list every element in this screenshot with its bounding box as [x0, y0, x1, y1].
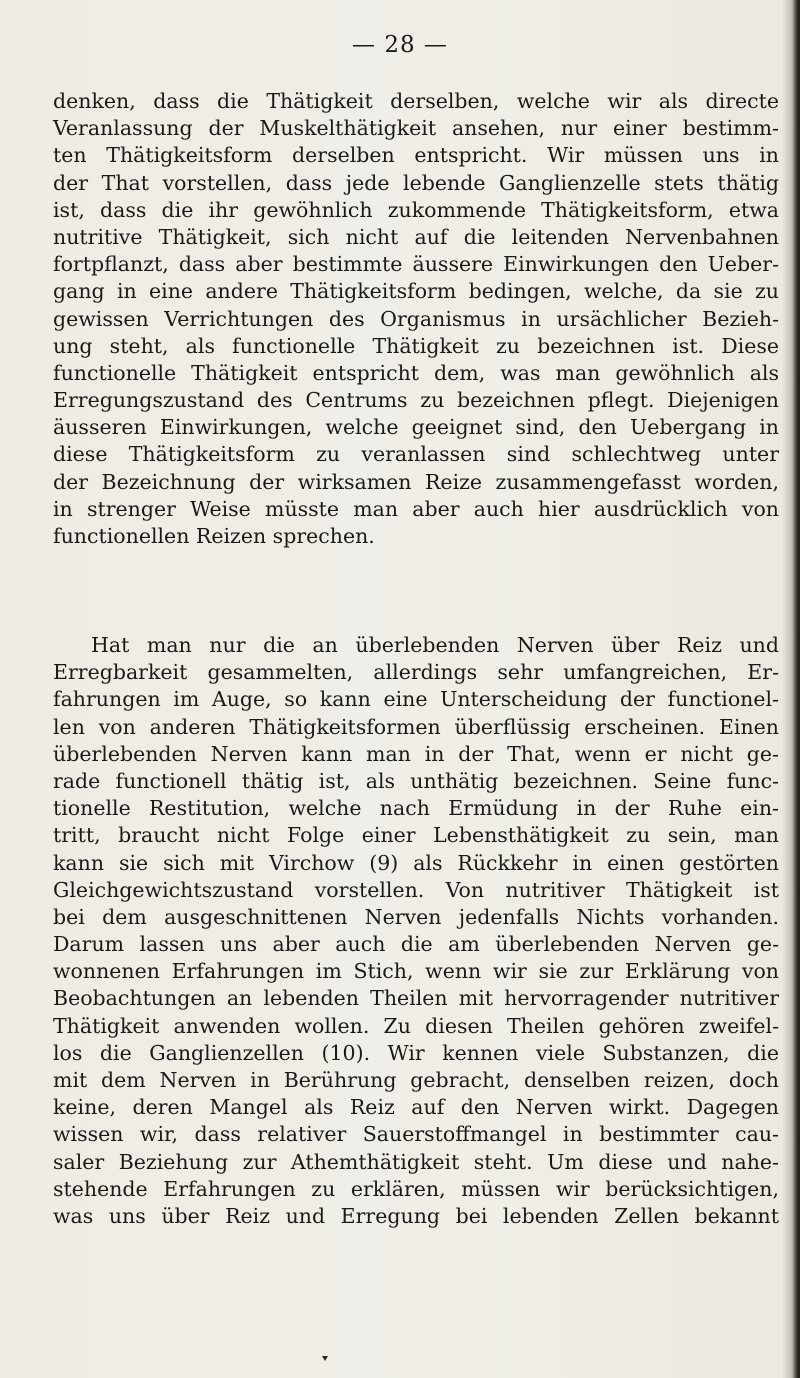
text-line: Erregungszustand des Centrums zu bezeichnen pflegt. Diejenigen	[53, 388, 779, 413]
text-line: denken, dass die Thätigkeit derselben, welche wir als directe	[53, 89, 779, 113]
text-line: gang in eine andere Thätigkeitsform bedingen, welche, da sie zu	[53, 279, 779, 304]
paragraph-1	[53, 88, 779, 550]
text-line: der Bezeichnung der wirksamen Reize zusammengefasst worden,	[53, 469, 779, 494]
text-line: gewissen Verrichtungen des Organismus in ursächlicher Bezieh-	[53, 306, 779, 331]
text-line: Beobachtungen an lebenden Theilen mit hervorragender nutritiver	[53, 986, 779, 1011]
text-line: los die Ganglienzellen (10). Wir kennen viele Substanzen, die	[53, 1040, 779, 1065]
text-line: diese Thätigkeitsform zu veranlassen sind schlechtweg unter	[53, 442, 779, 467]
text-line: ung steht, als functionelle Thätigkeit zu bezeichnen ist. Diese	[53, 333, 779, 358]
text-line: Darum lassen uns aber auch die am überlebenden Nerven ge-	[53, 932, 779, 957]
text-line: ist, dass die ihr gewöhnlich zukommende Thätigkeitsform, etwa	[53, 197, 779, 222]
text-line: tritt, braucht nicht Folge einer Lebensthätigkeit zu sein, man	[53, 823, 779, 848]
text-line: mit dem Nerven in Berührung gebracht, denselben reizen, doch	[53, 1068, 779, 1092]
text-line: tionelle Restitution, welche nach Ermüdung in der Ruhe ein-	[53, 796, 779, 821]
text-line: stehende Erfahrungen zu erklären, müssen wir berücksichtigen,	[53, 1176, 779, 1201]
text-line: Gleichgewichtszustand vorstellen. Von nutritiver Thätigkeit ist	[53, 877, 779, 902]
text-line: fahrungen im Auge, so kann eine Unterscheidung der functionel-	[53, 687, 779, 712]
text-line: Erregbarkeit gesammelten, allerdings sehr umfangreichen, Er-	[53, 660, 779, 685]
text-line: fortpflanzt, dass aber bestimmte äussere Einwirkungen den Ueber-	[53, 252, 779, 277]
text-line: functionelle Thätigkeit entspricht dem, was man gewöhnlich als	[53, 360, 779, 385]
page-number: — 28 —	[352, 32, 448, 58]
text-line: functionellen Reizen sprechen.	[53, 524, 375, 548]
text-line: in strenger Weise müsste man aber auch hier ausdrücklich von	[53, 496, 779, 521]
text-line: wissen wir, dass relativer Sauerstoffmangel in bestimmter cau-	[53, 1122, 779, 1147]
text-line: rade functionell thätig ist, als unthätig bezeichnen. Seine func-	[53, 768, 779, 793]
text-line: kann sie sich mit Virchow (9) als Rückkehr in einen gestörten	[53, 850, 779, 875]
text-line: Thätigkeit anwenden wollen. Zu diesen Theilen gehören zweifel-	[53, 1013, 779, 1038]
text-line: Hat man nur die an überlebenden Nerven über Reiz und	[91, 633, 779, 657]
page-edge-shadow	[782, 0, 800, 1378]
text-line: bei dem ausgeschnittenen Nerven jedenfalls Nichts vorhanden.	[53, 904, 779, 929]
text-line: len von anderen Thätigkeitsformen überflüssig erscheinen. Einen	[53, 714, 779, 739]
text-line: Veranlassung der Muskelthätigkeit ansehen, nur einer bestimm-	[53, 116, 779, 141]
paragraph-2	[53, 632, 779, 1230]
text-line: äusseren Einwirkungen, welche geeignet sind, den Uebergang in	[53, 415, 779, 440]
text-line: ten Thätigkeitsform derselben entspricht. Wir müssen uns in	[53, 143, 779, 168]
text-line: wonnenen Erfahrungen im Stich, wenn wir sie zur Erklärung von	[53, 959, 779, 984]
text-line: keine, deren Mangel als Reiz auf den Nerven wirkt. Dagegen	[53, 1095, 779, 1120]
print-mark	[322, 1356, 328, 1361]
text-line: was uns über Reiz und Erregung bei lebenden Zellen bekannt	[53, 1203, 779, 1228]
text-line: nutritive Thätigkeit, sich nicht auf die leitenden Nervenbahnen	[53, 224, 779, 249]
text-line: saler Beziehung zur Athemthätigkeit steht. Um diese und nahe-	[53, 1149, 779, 1174]
text-line: überlebenden Nerven kann man in der That, wenn er nicht ge-	[53, 741, 779, 766]
text-line: der That vorstellen, dass jede lebende Ganglienzelle stets thätig	[53, 170, 779, 195]
